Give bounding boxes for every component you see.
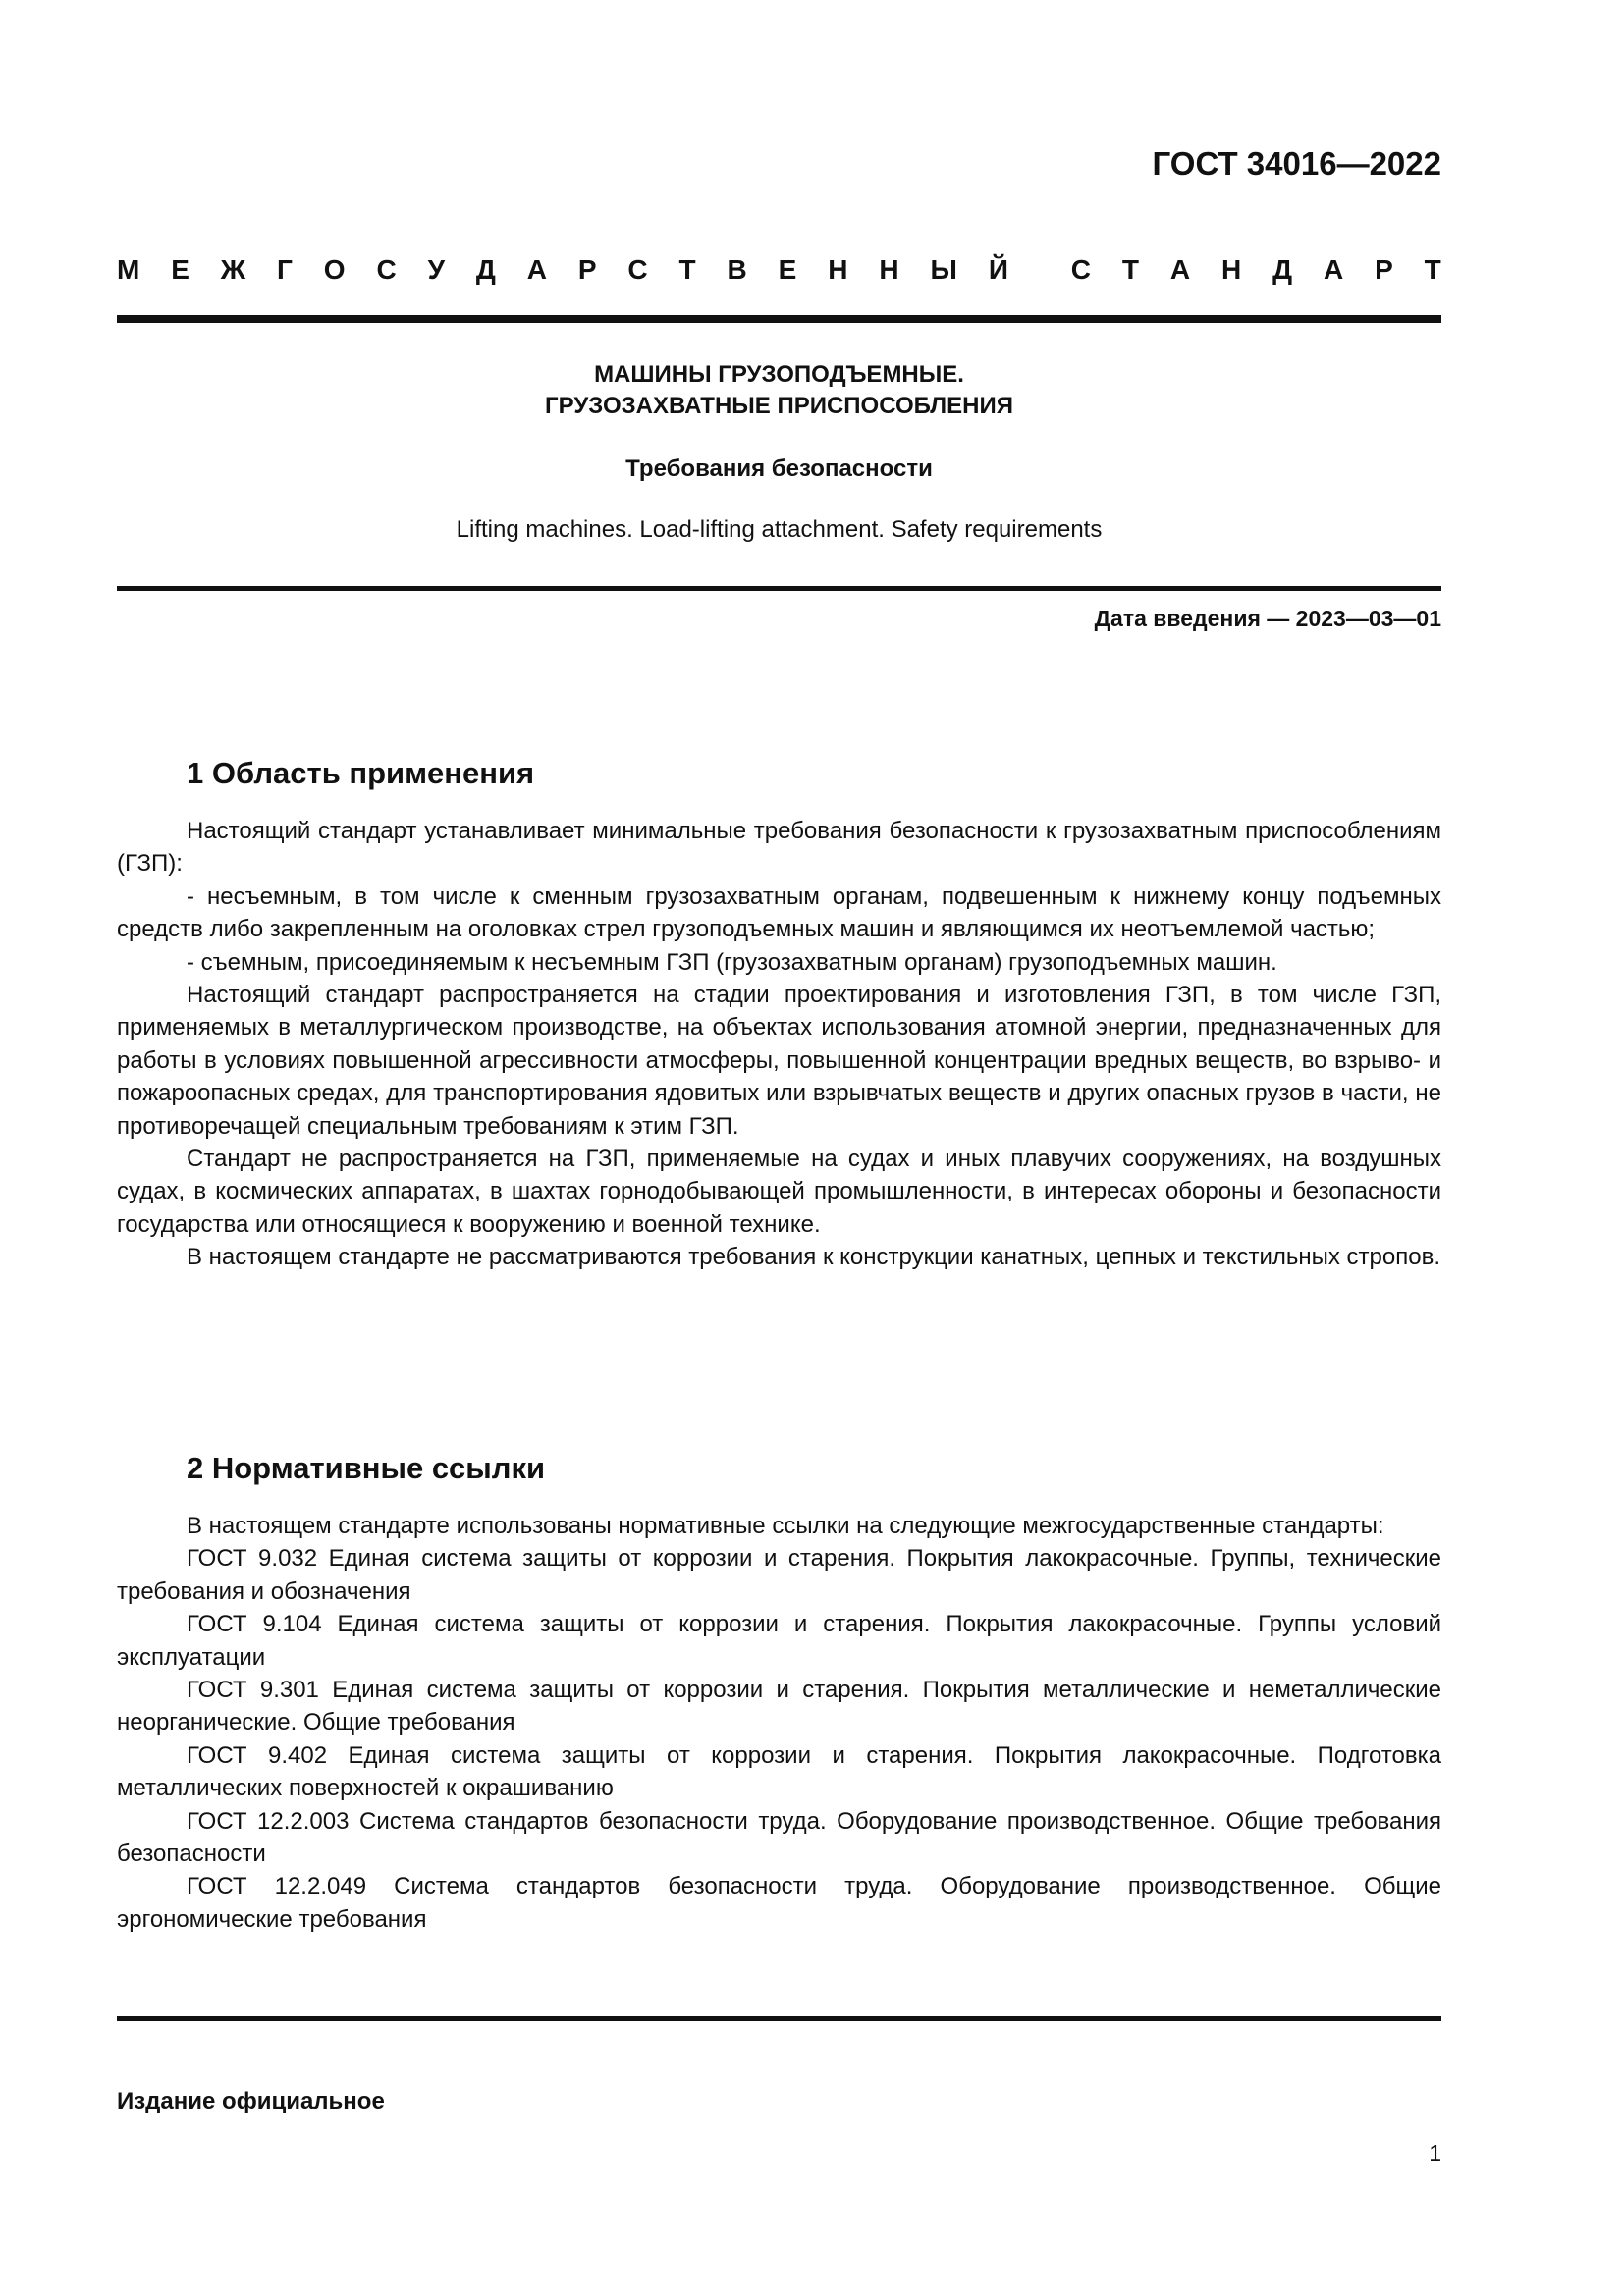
banner-letter: Р (1375, 254, 1393, 285)
reference-item: ГОСТ 12.2.049 Система стандартов безопасности труда. Оборудование производственное. Общие эргономические требования (117, 1873, 1441, 1933)
banner-letter: Д (1272, 254, 1293, 285)
banner-letter: Е (778, 254, 797, 285)
banner-letter: В (727, 254, 747, 285)
banner-letter: Д (475, 254, 496, 285)
official-edition-label: Издание официальное (117, 2088, 385, 2114)
gost-number: ГОСТ 34016—2022 (1152, 145, 1441, 182)
reference-item: ГОСТ 9.032 Единая система защиты от коррозии и старения. Покрытия лакокрасочные. Группы, технические требования и обозначения (117, 1545, 1441, 1605)
banner-letter: О (323, 254, 346, 285)
banner-letter: С (1070, 254, 1091, 285)
introduction-date: Дата введения — 2023—03—01 (1094, 606, 1441, 631)
interstate-standard-banner (117, 254, 1441, 286)
banner-letter: Н (879, 254, 899, 285)
banner-letter: А (1169, 254, 1191, 285)
section-2-heading: 2 Нормативные ссылки (187, 1451, 546, 1485)
banner-letter: Г (277, 254, 293, 285)
title-rule (117, 586, 1441, 591)
banner-letter: Т (1121, 254, 1139, 285)
paragraph: Настоящий стандарт распространяется на стадии проектирования и изготовления ГЗП, в том числе ГЗП, применяемых в металлургическом производстве, на объектах использования атомной энергии, предназначенных для работы в условиях повышенной агрессивности атмосферы, повышенной концентрации вредных веществ, во взрыво- и пожароопасных средах, для транспортирования ядовитых или взрывчатых веществ и других опасных грузов в части, не противоречащей специальным требованиям к этим ГЗП. (117, 982, 1441, 1140)
section-1-body (117, 815, 1441, 1274)
banner-letter: У (427, 254, 445, 285)
reference-item: ГОСТ 12.2.003 Система стандартов безопасности труда. Оборудование производственное. Общие требования безопасности (117, 1807, 1441, 1868)
banner-letter: А (1323, 254, 1344, 285)
banner-letter: Т (678, 254, 696, 285)
banner-letter: Н (1220, 254, 1242, 285)
banner-letter: Н (828, 254, 848, 285)
page-number: 1 (1429, 2140, 1441, 2165)
document-title (117, 359, 1441, 422)
banner-letter: Р (577, 254, 597, 285)
banner-letter: Е (171, 254, 189, 285)
paragraph: Стандарт не распространяется на ГЗП, применяемые на судах и иных плавучих сооружениях, на воздушных судах, в космических аппаратах, в шахтах горнодобывающей промышленности, в интересах обороны и безопасности государства или относящиеся к вооружению и военной технике. (117, 1146, 1441, 1238)
section-2-body (117, 1510, 1441, 1936)
banner-letter: С (376, 254, 397, 285)
banner-letter: Ы (930, 254, 957, 285)
banner-letter: М (117, 254, 140, 285)
title-line-1: МАШИНЫ ГРУЗОПОДЪЕМНЫЕ. (594, 361, 964, 388)
banner-letter: Т (1424, 254, 1441, 285)
banner-letter: Ж (220, 254, 246, 285)
english-title: Lifting machines. Load-lifting attachment. Safety requirements (456, 516, 1103, 543)
paragraph: - несъемным, в том числе к сменным грузозахватным органам, подвешенным к нижнему концу подъемных средств либо закрепленным на оголовках стрел грузоподъемных машин и являющимся их неотъемлемой частью; (117, 882, 1441, 943)
paragraph: В настоящем стандарте использованы нормативные ссылки на следующие межгосударственные стандарты: (187, 1513, 1384, 1539)
header-rule (117, 315, 1441, 323)
paragraph: В настоящем стандарте не рассматриваются требования к конструкции канатных, цепных и текстильных стропов. (187, 1244, 1441, 1271)
paragraph: Настоящий стандарт устанавливает минимальные требования безопасности к грузозахватным приспособлениям (ГЗП): (117, 818, 1441, 878)
section-1-heading: 1 Область применения (187, 756, 535, 790)
reference-item: ГОСТ 9.402 Единая система защиты от коррозии и старения. Покрытия лакокрасочные. Подготовка металлических поверхностей к окрашиванию (117, 1741, 1441, 1802)
paragraph: - съемным, присоединяемым к несъемным ГЗП (грузозахватным органам) грузоподъемных машин. (187, 948, 1277, 976)
footer-rule (117, 2016, 1441, 2021)
banner-letter: С (627, 254, 648, 285)
reference-item: ГОСТ 9.104 Единая система защиты от коррозии и старения. Покрытия лакокрасочные. Группы условий эксплуатации (117, 1611, 1441, 1671)
title-line-2: ГРУЗОЗАХВАТНЫЕ ПРИСПОСОБЛЕНИЯ (545, 393, 1013, 419)
banner-letter: А (526, 254, 547, 285)
reference-item: ГОСТ 9.301 Единая система защиты от коррозии и старения. Покрытия металлические и неметаллические неорганические. Общие требования (117, 1677, 1441, 1736)
document-subtitle: Требования безопасности (625, 455, 933, 482)
banner-letter: Й (988, 254, 1008, 285)
